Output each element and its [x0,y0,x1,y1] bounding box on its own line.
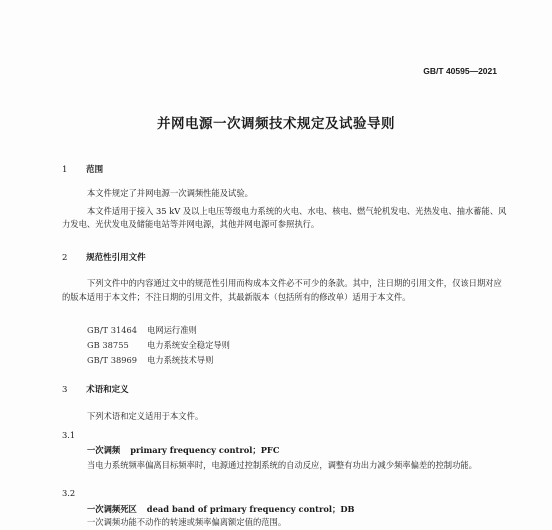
section-3-heading [62,383,129,395]
term-zh: 一次调频 [87,445,121,455]
reference-code: GB/T 38969 [87,355,138,365]
term-zh: 一次调频死区 [87,504,137,514]
section-title: 术语和定义 [86,385,129,395]
reference-code: GB/T 31464 [87,325,138,335]
term-number: 3.2 [62,488,76,498]
section-title: 范围 [86,165,104,175]
paragraph: 本文件适用于接入 35 kV 及以上电压等级电力系统的火电、水电、核电、燃气轮机发电、光热发电、抽水蓄能、风力发电、光伏发电及储能电站等并网电源，其他并网电源可参照执行。 [62,206,507,229]
section-2-heading [62,251,146,263]
term-definition: 当电力系统频率偏离目标频率时，电源通过控制系统的自动反应，调整有功出力减少频率偏差的控制功能。 [87,460,477,470]
term-entry [87,503,355,516]
standard-number: GB/T 40595—2021 [423,66,497,76]
reference-title: 电力系统技术导则 [147,355,214,365]
term-entry [87,444,279,457]
section-1-heading [62,163,103,175]
section-number: 1 [62,165,68,175]
term-en: dead band of primary frequency control；DB [146,504,355,514]
paragraph: 下列文件中的内容通过文中的规范性引用而构成本文件必不可少的条款。其中，注日期的引用文件，仅该日期对应的版本适用于本文件；不注日期的引用文件，其最新版本（包括所有的修改单）适用于本文件。 [62,278,502,302]
section-number: 2 [62,253,68,263]
reference-item [87,354,213,366]
reference-title: 电力系统安全稳定导则 [147,340,230,350]
paragraph: 下列术语和定义适用于本文件。 [87,411,204,421]
section-number: 3 [62,385,68,395]
term-en: primary frequency control；PFC [130,445,280,455]
term-definition: 一次调频功能不动作的转速或频率偏离额定值的范围。 [87,517,287,527]
reference-title: 电网运行准则 [147,325,197,335]
paragraph: 本文件规定了并网电源一次调频性能及试验。 [87,188,253,198]
term-number: 3.1 [62,430,76,440]
reference-item [87,324,197,336]
reference-code: GB 38755 [87,340,129,350]
document-title: 并网电源一次调频技术规定及试验导则 [157,116,395,132]
section-title: 规范性引用文件 [86,253,146,263]
reference-item [87,339,230,351]
